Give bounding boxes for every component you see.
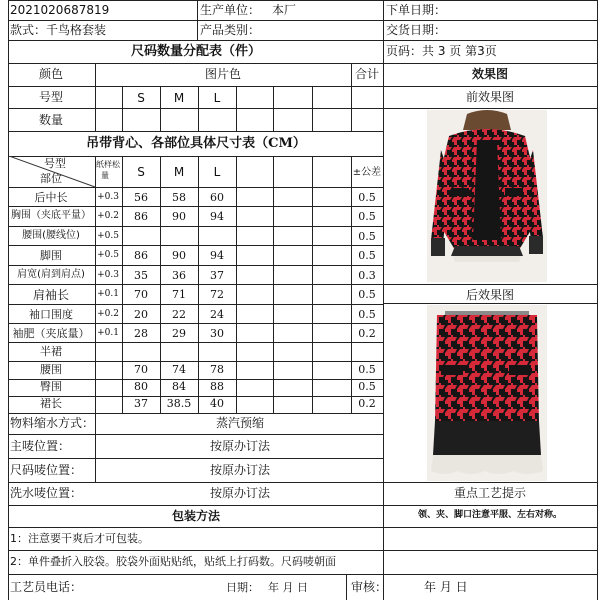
size-s-value: 86	[134, 249, 148, 262]
part-name: 臀围	[40, 380, 62, 393]
page-info: 页码：共 3 页 第3页	[386, 44, 497, 58]
measure-header-part: 部位	[40, 172, 62, 185]
part-name: 半裙	[40, 345, 62, 358]
size-m-value: 74	[172, 363, 186, 376]
order-number: 2021020687819	[10, 3, 110, 17]
shrink-value: +0.1	[97, 328, 119, 338]
shrink-value: +0.2	[97, 309, 119, 319]
size-s-value: 28	[134, 327, 148, 340]
shrink-value: +0.2	[97, 211, 119, 221]
craftsman-phone-label: 工艺员电话：	[10, 580, 83, 594]
tolerance-value: 0.5	[358, 288, 376, 301]
size-m-value: 90	[172, 249, 186, 262]
main-label-position-value: 按原办订法	[209, 439, 271, 453]
size-s-value: 56	[134, 191, 148, 204]
size-l-value: 37	[210, 269, 224, 282]
qty-size-s: S	[137, 91, 145, 105]
measure-size-l: L	[213, 165, 221, 179]
shrink-value: +0.5	[97, 250, 119, 260]
wash-label-position-label: 洗水唛位置：	[10, 486, 83, 500]
front-effect-label: 前效果图	[465, 90, 515, 104]
size-m-value: 71	[172, 288, 186, 301]
size-l-value: 94	[210, 249, 224, 262]
order-date-label: 下单日期：	[386, 3, 447, 17]
size-l-value: 88	[210, 380, 224, 393]
style-label: 款式：	[10, 23, 47, 37]
size-label-position-value: 按原办订法	[209, 463, 271, 477]
size-s-value: 35	[134, 269, 148, 282]
part-name: 肩宽(肩到肩点)	[17, 269, 85, 280]
main-label-position-label: 主唛位置：	[10, 439, 71, 453]
tolerance-value: 0.5	[358, 249, 376, 262]
total-label: 合计	[354, 67, 380, 81]
tolerance-value: 0.3	[358, 269, 376, 282]
color-label: 颜色	[38, 67, 64, 81]
producer-value: 本厂	[272, 3, 297, 17]
tolerance-header: ±公差	[352, 167, 382, 178]
shrink-value: +0.3	[97, 270, 119, 280]
tolerance-value: 0.5	[358, 380, 376, 393]
measure-size-m: M	[173, 165, 185, 179]
packing-note-2: 2：单件叠折入胶袋。胶袋外面贴贴纸，贴纸上打码数。尺码唛朝面	[10, 555, 336, 568]
size-m-value: 29	[172, 327, 186, 340]
qty-size-l: L	[213, 91, 221, 105]
wash-label-position-value: 按原办订法	[209, 486, 271, 500]
effect-title: 效果图	[471, 67, 509, 81]
packing-note-1: 1：注意要干爽后才可包装。	[10, 532, 149, 545]
qty-table-title: 尺码数量分配表（件）	[130, 44, 262, 59]
quantity-label: 数量	[38, 113, 64, 127]
size-l-value: 24	[210, 308, 224, 321]
size-m-value: 22	[172, 308, 186, 321]
measure-header-size: 号型	[44, 157, 66, 170]
tolerance-value: 0.2	[358, 327, 376, 340]
part-name: 后中长	[34, 191, 68, 204]
size-label-position-label: 尺码唛位置：	[10, 463, 83, 477]
tolerance-value: 0.5	[358, 308, 376, 321]
size-s-value: 80	[134, 380, 148, 393]
measure-table-title: 吊带背心、各部位具体尺寸表（CM）	[86, 136, 306, 151]
size-l-value: 78	[210, 363, 224, 376]
part-name: 腰围(腰线位)	[22, 230, 80, 241]
tolerance-value: 0.5	[358, 210, 376, 223]
size-s-value: 20	[134, 308, 148, 321]
date-label: 日期：	[226, 581, 259, 594]
delivery-date-label: 交货日期：	[386, 23, 447, 37]
part-name: 腰围	[40, 363, 62, 376]
size-m-value: 58	[172, 191, 186, 204]
shrink-header-2: 量	[101, 171, 109, 180]
size-s-value: 86	[134, 210, 148, 223]
part-name: 肩袖长	[32, 288, 70, 302]
shrink-method-value: 蒸汽预缩	[215, 416, 265, 430]
packing-title: 包装方法	[171, 509, 221, 523]
size-m-value: 90	[172, 210, 186, 223]
style-value: 千鸟格套装	[46, 23, 107, 37]
shrink-value: +0.5	[97, 231, 119, 241]
shrink-header-1: 纸样松	[96, 160, 120, 169]
date-fields: 年 月 日	[268, 581, 308, 594]
size-l-value: 40	[210, 397, 224, 410]
size-l-value: 30	[210, 327, 224, 340]
part-name: 袖口围度	[29, 308, 73, 321]
audit-date-fields: 年 月 日	[424, 580, 468, 594]
key-process-text: 领、夹、脚口注意平服、左右对称。	[417, 510, 563, 520]
tolerance-value: 0.5	[358, 191, 376, 204]
size-s-value: 70	[134, 288, 148, 301]
shrink-method-label: 物料缩水方式：	[10, 416, 95, 430]
size-l-value: 60	[210, 191, 224, 204]
measure-size-s: S	[137, 165, 145, 179]
size-m-value: 36	[172, 269, 186, 282]
size-l-value: 94	[210, 210, 224, 223]
part-name: 裙长	[40, 397, 62, 410]
size-m-value: 38.5	[166, 397, 192, 410]
shrink-value: +0.3	[97, 192, 119, 202]
size-s-value: 37	[134, 397, 148, 410]
back-effect-label: 后效果图	[465, 288, 515, 302]
part-name: 袖肥（夹底量）	[12, 327, 90, 340]
producer-label: 生产单位：	[200, 3, 261, 17]
audit-label: 审核：	[351, 580, 388, 594]
back-effect-photo	[427, 305, 547, 481]
part-name: 胸围（夹底平量）	[11, 210, 91, 221]
tolerance-value: 0.2	[358, 397, 376, 410]
color-value: 图片色	[204, 67, 242, 81]
front-effect-photo	[427, 110, 547, 282]
category-label: 产品类别：	[200, 23, 261, 37]
tolerance-value: 0.5	[358, 230, 376, 243]
shrink-value: +0.1	[97, 289, 119, 299]
size-m-value: 84	[172, 380, 186, 393]
size-s-value: 70	[134, 363, 148, 376]
tolerance-value: 0.5	[358, 363, 376, 376]
qty-size-m: M	[173, 91, 185, 105]
size-l-value: 72	[210, 288, 224, 301]
key-process-title: 重点工艺提示	[453, 486, 527, 500]
size-label: 号型	[38, 90, 64, 104]
part-name: 脚围	[40, 249, 62, 262]
